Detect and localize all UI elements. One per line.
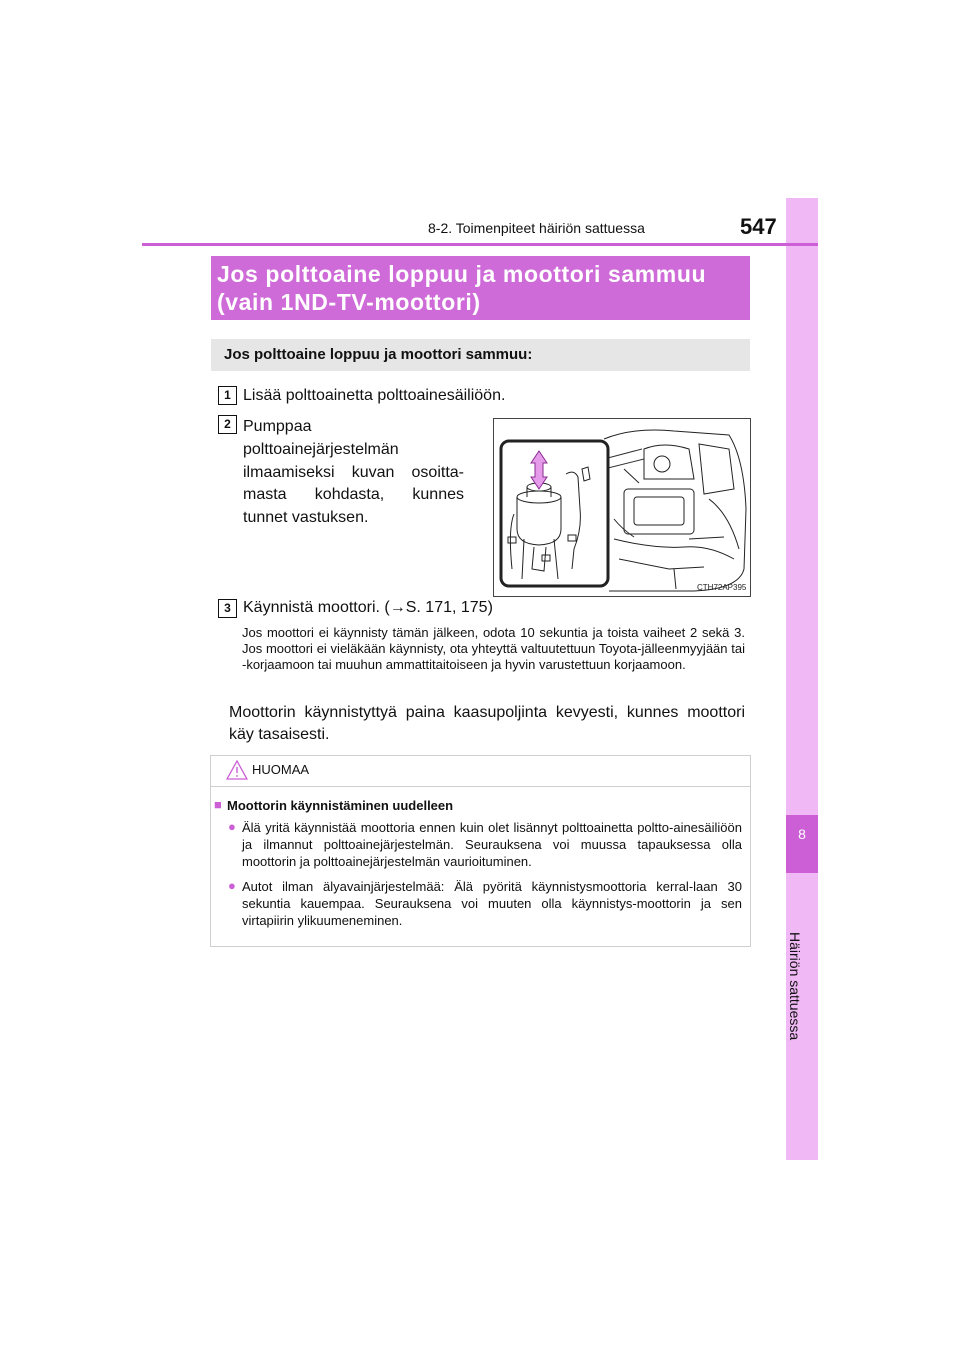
engine-illustration bbox=[494, 419, 750, 596]
caution-label: HUOMAA bbox=[252, 762, 310, 777]
step-1-text: Lisää polttoainetta polttoainesäiliöön. bbox=[243, 387, 506, 404]
warning-triangle-icon bbox=[226, 760, 248, 780]
subheading: Jos polttoaine loppuu ja moottori sammuu: bbox=[224, 346, 533, 363]
chapter-number: 8 bbox=[798, 826, 806, 842]
chapter-number-tab bbox=[786, 815, 818, 873]
after-start-instruction: Moottorin käynnistyttyä paina kaasupoljinta kevyesti, kunnes moottori käy tasaisesti. bbox=[229, 704, 745, 744]
caution-divider bbox=[211, 786, 750, 787]
step-2-text: Pumppaa polttoainejärjestelmän ilmaamiseksi kuvan osoitta-masta kohdasta, kunnes tunnet vastuksen. bbox=[243, 418, 464, 527]
caution-item-2: Autot ilman älyavainjärjestelmää: Älä pyöritä käynnistysmoottoria kerral-laan 30 sekuntia kauempaa. Seurauksena voi muuten olla käynnistys-moottorin ja sen virtapiirin ylikuumeneminen. bbox=[242, 879, 742, 928]
page-title-line1: Jos polttoaine loppuu ja moottori sammuu bbox=[217, 261, 707, 287]
section-header: 8-2. Toimenpiteet häiriön sattuessa bbox=[428, 220, 645, 236]
step-3-text: Käynnistä moottori. (→S. 171, 175) bbox=[243, 599, 493, 616]
engine-figure bbox=[493, 418, 751, 597]
page-number: 547 bbox=[740, 214, 777, 239]
step-2-number: 2 bbox=[218, 415, 237, 434]
caution-item-1: Älä yritä käynnistää moottoria ennen kuin olet lisännyt polttoainetta poltto-ainesäiliöön ja ilmannut polttoainejärjestelmän. Seurauksena voi muussa tapauksessa olla moottorin ja polttoainejärjestelmän vaurioituminen. bbox=[242, 820, 742, 869]
header-rule bbox=[142, 243, 818, 246]
step-3-number: 3 bbox=[218, 599, 237, 618]
circle-bullet-icon: ● bbox=[228, 878, 236, 893]
figure-caption: CTH72AP395 bbox=[697, 583, 747, 592]
step-3-note: Jos moottori ei käynnisty tämän jälkeen, odota 10 sekuntia ja toista vaiheet 2 sekä 3. Jos moottori ei vieläkään käynnisty, ota yhteyttä valtuutettuun Toyota-jälleenmyyjään tai -korjaamoon tai muuhun ammattitaitoiseen ja hyvin varustettuun korjaamoon. bbox=[242, 625, 745, 672]
caution-heading: Moottorin käynnistäminen uudelleen bbox=[227, 798, 454, 813]
chapter-label: Häiriön sattuessa bbox=[787, 932, 803, 1041]
page-title-line2: (vain 1ND-TV-moottori) bbox=[217, 289, 481, 315]
step-1-number: 1 bbox=[218, 386, 237, 405]
circle-bullet-icon: ● bbox=[228, 819, 236, 834]
square-bullet-icon: ■ bbox=[214, 797, 222, 812]
